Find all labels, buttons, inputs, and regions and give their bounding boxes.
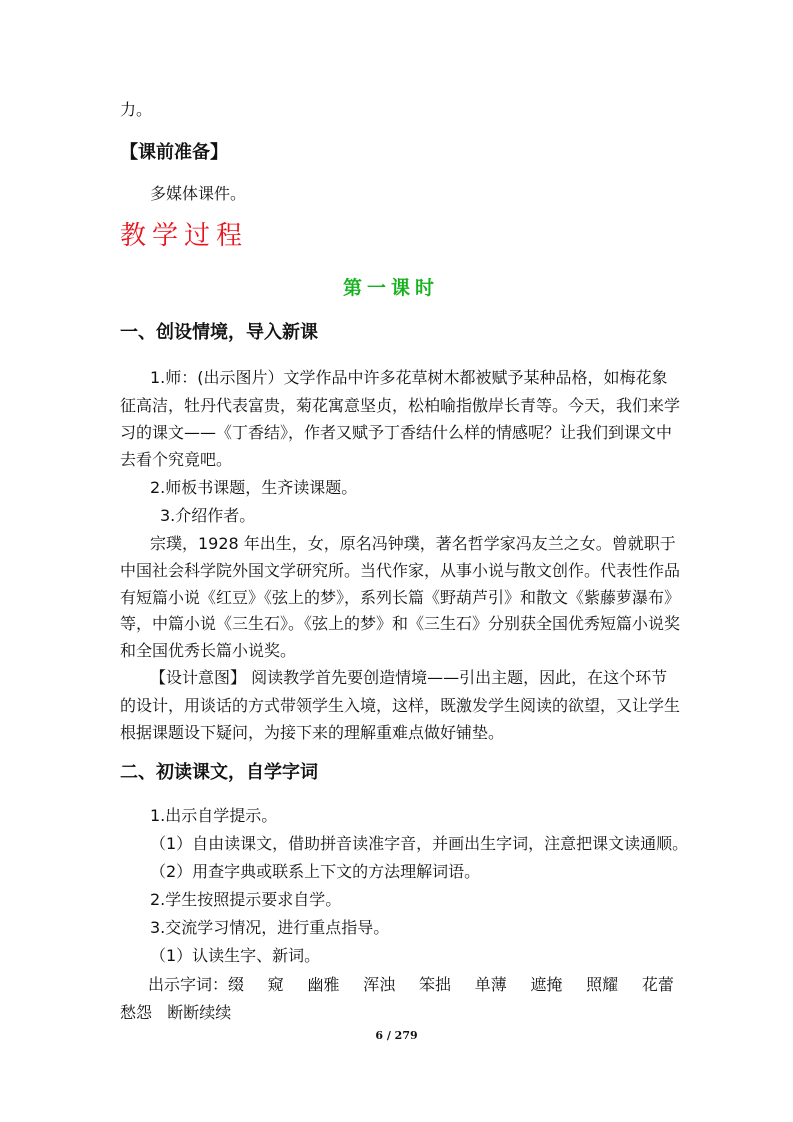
vocab-label: 出示字词： [148,975,229,994]
text-line: 1.出示自学提示。 [150,806,278,825]
vocab-word: 缀 [228,975,245,994]
vocab-word: 花蕾 [641,975,674,994]
text-line: 中国社会科学院外国文学研究所。当代作家，从事小说与散文创作。代表性作品 [120,561,681,580]
design-intent: 【设计意图】 阅读教学首先要创造情境——引出主题，因此，在这个环节 [150,668,668,687]
vocab-word: 单薄 [474,975,507,994]
vocab-prefix [148,975,244,997]
process-title: 教学过程 [120,221,249,251]
text-line: 征高洁，牡丹代表富贵，菊花寓意坚贞，松柏喻指傲岸长青等。今天，我们来学 [120,396,681,415]
text-line: （2）用查字典或联系上下文的方法理解词语。 [150,862,481,881]
text-line: （1）认读生字、新词。 [150,946,321,965]
text-line: 习的课文——《丁香结》，作者又赋予丁香结什么样的情感呢？让我们到课文中 [120,423,673,442]
prep-heading: 【课前准备】 [120,142,228,163]
text-line: 的设计，用谈话的方式带领学生入境，这样，既激发学生阅读的欲望，又让学生 [120,696,681,715]
vocab-word: 浑浊 [363,975,396,994]
vocab-word: 笨拙 [418,975,451,994]
vocab-word: 照耀 [586,975,619,994]
text-line: 有短篇小说《红豆》《弦上的梦》，系列长篇《野葫芦引》和散文《紫藤萝瀑布》 [120,588,681,607]
vocab-list [148,975,674,997]
text-line: （1）自由读课文，借助拼音读准字音，并画出生字词，注意把课文读通顺。 [150,834,689,853]
prep-text: 多媒体课件。 [150,184,247,203]
vocab-word: 遮掩 [530,975,563,994]
text-line: 2.师板书课题，生齐读课题。 [150,478,358,497]
text-line: 力。 [120,100,153,119]
vocab-word: 幽雅 [307,975,340,994]
text-line: 宗璞，1928 年出生，女，原名冯钟璞，著名哲学家冯友兰之女。曾就职于 [150,534,676,553]
section2-heading: 二、初读课文，自学字词 [120,762,318,783]
lesson-title: 第一课时 [343,277,440,299]
page-number: 6 / 279 [375,1029,418,1042]
text-line: 1.师：(出示图片）文学作品中许多花草树木都被赋予某种品格，如梅花象 [150,368,668,387]
text-line: 2.学生按照提示要求自学。 [150,890,342,909]
vocab-word: 窥 [267,975,284,994]
text-line: 等，中篇小说《三生石》。《弦上的梦》和《三生石》分别获全国优秀短篇小说奖 [120,614,681,633]
vocab-continued: 愁怨 断断续续 [120,1003,232,1022]
text-line: 根据课题设下疑问，为接下来的理解重难点做好铺垫。 [120,723,505,742]
text-line: 去看个究竟吧。 [120,450,233,469]
section1-heading: 一、创设情境，导入新课 [120,322,318,343]
text-line: 和全国优秀长篇小说奖。 [120,641,297,660]
text-line: 3.介绍作者。 [160,506,256,525]
text-line: 3.交流学习情况，进行重点指导。 [150,918,390,937]
